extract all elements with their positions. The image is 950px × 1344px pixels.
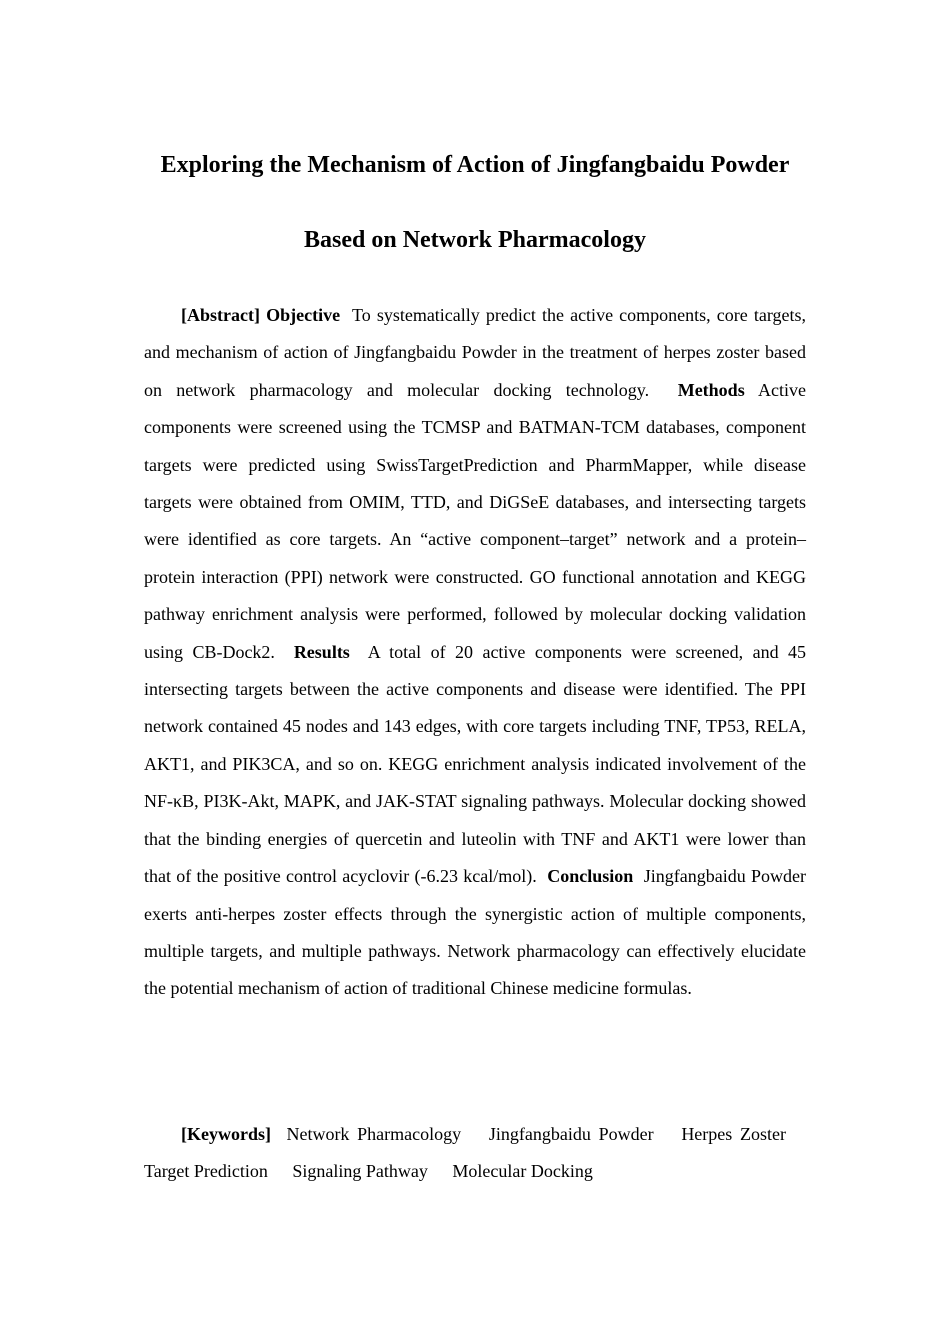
keyword-item: Molecular Docking bbox=[452, 1161, 593, 1182]
methods-text: Active components were screened using the TCMSP and BATMAN-TCM databases, component targets were predicted using SwissTargetPrediction and PharmMapper, while disease targets were obtained from OMIM, TTD, and DiGSeE databases, and intersecting targets were identified as core targets. An “active component–target” network and a protein–protein interaction (PPI) network were constructed. GO functional annotation and KEGG pathway enrichment analysis were performed, followed by molecular docking validation using CB-Dock2. bbox=[144, 379, 807, 662]
keyword-item: Target Prediction bbox=[144, 1161, 268, 1182]
keywords-label: [Keywords] bbox=[181, 1124, 271, 1144]
abstract-paragraph bbox=[144, 297, 806, 1008]
keyword-item: Jingfangbaidu Powder bbox=[488, 1124, 654, 1144]
objective-text: To systematically predict the active components, core targets, and mechanism of action of Jingfangbaidu Powder in the treatment of herpes zoster based on network pharmacology and molecular docking technology. bbox=[144, 305, 806, 400]
keyword-item: Signaling Pathway bbox=[292, 1161, 428, 1182]
conclusion-label: Conclusion bbox=[547, 866, 634, 887]
results-text: A total of 20 active components were screened, and 45 intersecting targets between the active components and disease were identified. The PPI network contained 45 nodes and 143 edges, with core targets including TNF, TP53, RELA, AKT1, and PIK3CA, and so on. KEGG enrichment analysis indicated involvement of the NF-κB, PI3K-Akt, MAPK, and JAK-STAT signaling pathways. Molecular docking showed that the binding energies of quercetin and luteolin with TNF and AKT1 were lower than that of the positive control acyclovir (-6.23 kcal/mol). bbox=[144, 641, 807, 887]
conclusion-text: Jingfangbaidu Powder exerts anti-herpes zoster effects through the synergistic action of multiple components, multiple targets, and multiple pathways. Network pharmacology can effectively elucidate the potential mechanism of action of traditional Chinese medicine formulas. bbox=[144, 866, 806, 999]
methods-label: Methods bbox=[677, 379, 745, 400]
keyword-item: Network Pharmacology bbox=[286, 1124, 462, 1144]
keywords-paragraph bbox=[144, 1116, 806, 1191]
objective-label: Objective bbox=[266, 305, 341, 325]
paper-title: Exploring the Mechanism of Action of Jingfangbaidu Powder Based on Network Pharmacology bbox=[160, 152, 790, 253]
abstract-label: [Abstract] bbox=[181, 305, 260, 325]
results-label: Results bbox=[293, 641, 350, 662]
keyword-item: Herpes Zoster bbox=[681, 1124, 787, 1144]
